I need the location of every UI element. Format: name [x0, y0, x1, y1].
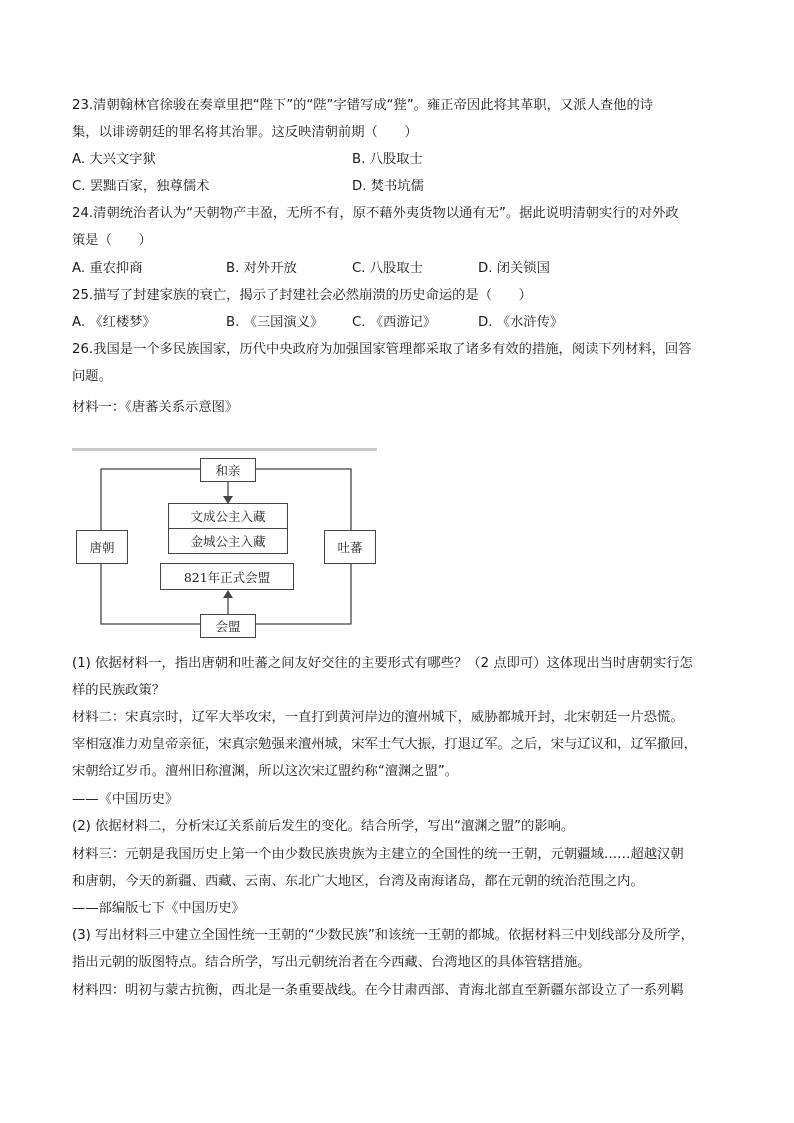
material3-line1: 材料三：元朝是我国历史上第一个由少数民族贵族为主建立的全国性的统一王朝，元朝疆域……超越汉朝	[72, 847, 684, 862]
material3-line2: 和唐朝，今天的新疆、西藏、云南、东北广大地区，台湾及南海诸岛，都在元朝的统治范围之内。	[72, 874, 644, 889]
heqin-box: 和亲	[200, 458, 256, 482]
q25-stem: 25.描写了封建家族的衰亡，揭示了封建社会必然崩溃的历史命运的是（ ）	[72, 288, 532, 303]
wencheng-box: 文成公主入藏	[168, 503, 288, 529]
q24-option-d: D. 闭关锁国	[478, 261, 550, 276]
q24-stem-line1: 24.清朝统治者认为“天朝物产丰盈，无所不有，原不藉外夷货物以通有无”。据此说明清朝实行的对外政	[72, 206, 679, 221]
sub1-line2: 样的民族政策？	[72, 683, 166, 698]
sub1-line1: (1) 依据材料一，指出唐朝和吐蕃之间友好交往的主要形式有哪些？（2 点即可）这体现出当时唐朝实行怎	[72, 656, 693, 671]
sub3-line2: 指出元朝的版图特点。结合所学，写出元朝统治者在今西藏、台湾地区的具体管辖措施。	[72, 955, 591, 970]
q25-option-c: C. 《西游记》	[352, 315, 437, 330]
material2-source: ——《中国历史》	[72, 792, 179, 807]
q23-option-a: A. 大兴文字狱	[72, 152, 156, 167]
sub2: (2) 依据材料二，分析宋辽关系前后发生的变化。结合所学，写出“澶渊之盟”的影响。	[72, 819, 575, 834]
material4-line1: 材料四：明初与蒙古抗衡，西北是一条重要战线。在今甘肃西部、青海北部直至新疆东部设立了一系列羁	[72, 983, 684, 998]
q24-option-c: C. 八股取士	[352, 261, 423, 276]
tang-tubo-relation-diagram	[72, 448, 380, 644]
q25-option-a: A. 《红楼梦》	[72, 315, 156, 330]
tubo-box: 吐蕃	[324, 530, 376, 564]
q25-option-b: B. 《三国演义》	[226, 315, 324, 330]
huimeng-821-box: 821年正式会盟	[160, 563, 294, 590]
q24-stem-line2: 策是（ ）	[72, 233, 152, 248]
q23-option-b: B. 八股取士	[352, 152, 423, 167]
q23-stem-line2: 集，以诽谤朝廷的罪名将其治罪。这反映清朝前期（ ）	[72, 125, 418, 140]
q24-option-b: B. 对外开放	[226, 261, 297, 276]
q23-stem-line1: 23.清朝翰林官徐骏在奏章里把“陛下”的“陛”字错写成“狴”。雍正帝因此将其革职，又派人查他的诗	[72, 98, 654, 113]
q25-option-d: D. 《水浒传》	[478, 315, 564, 330]
q23-option-c: C. 罢黜百家，独尊儒术	[72, 179, 210, 194]
q24-option-a: A. 重农抑商	[72, 261, 143, 276]
material3-source: ——部编版七下《中国历史》	[72, 901, 245, 916]
material2-line1: 材料二：宋真宗时，辽军大举攻宋，一直打到黄河岸边的澶州城下，威胁都城开封，北宋朝廷一片恐慌。	[72, 710, 684, 725]
jincheng-box: 金城公主入藏	[168, 528, 288, 554]
tang-box: 唐朝	[76, 530, 128, 564]
q26-stem-line1: 26.我国是一个多民族国家，历代中央政府为加强国家管理都采取了诸多有效的措施，阅读下列材料，回答	[72, 342, 692, 357]
material2-line2: 宰相寇准力劝皇帝亲征，宋真宗勉强来澶州城，宋军士气大振，打退辽军。之后，宋与辽议和，辽军撤回，	[72, 737, 697, 752]
material1-title: 材料一：《唐蕃关系示意图》	[72, 400, 239, 415]
q26-stem-line2: 问题。	[72, 369, 112, 384]
q23-option-d: D. 焚书坑儒	[352, 179, 424, 194]
sub3-line1: (3) 写出材料三中建立全国性统一王朝的“少数民族”和该统一王朝的都城。依据材料三中划线部分及所学，	[72, 928, 694, 943]
huimeng-box: 会盟	[200, 614, 256, 638]
material2-line3: 宋朝给辽岁币。澶州旧称澶渊，所以这次宋辽盟约称“澶渊之盟”。	[72, 764, 459, 779]
